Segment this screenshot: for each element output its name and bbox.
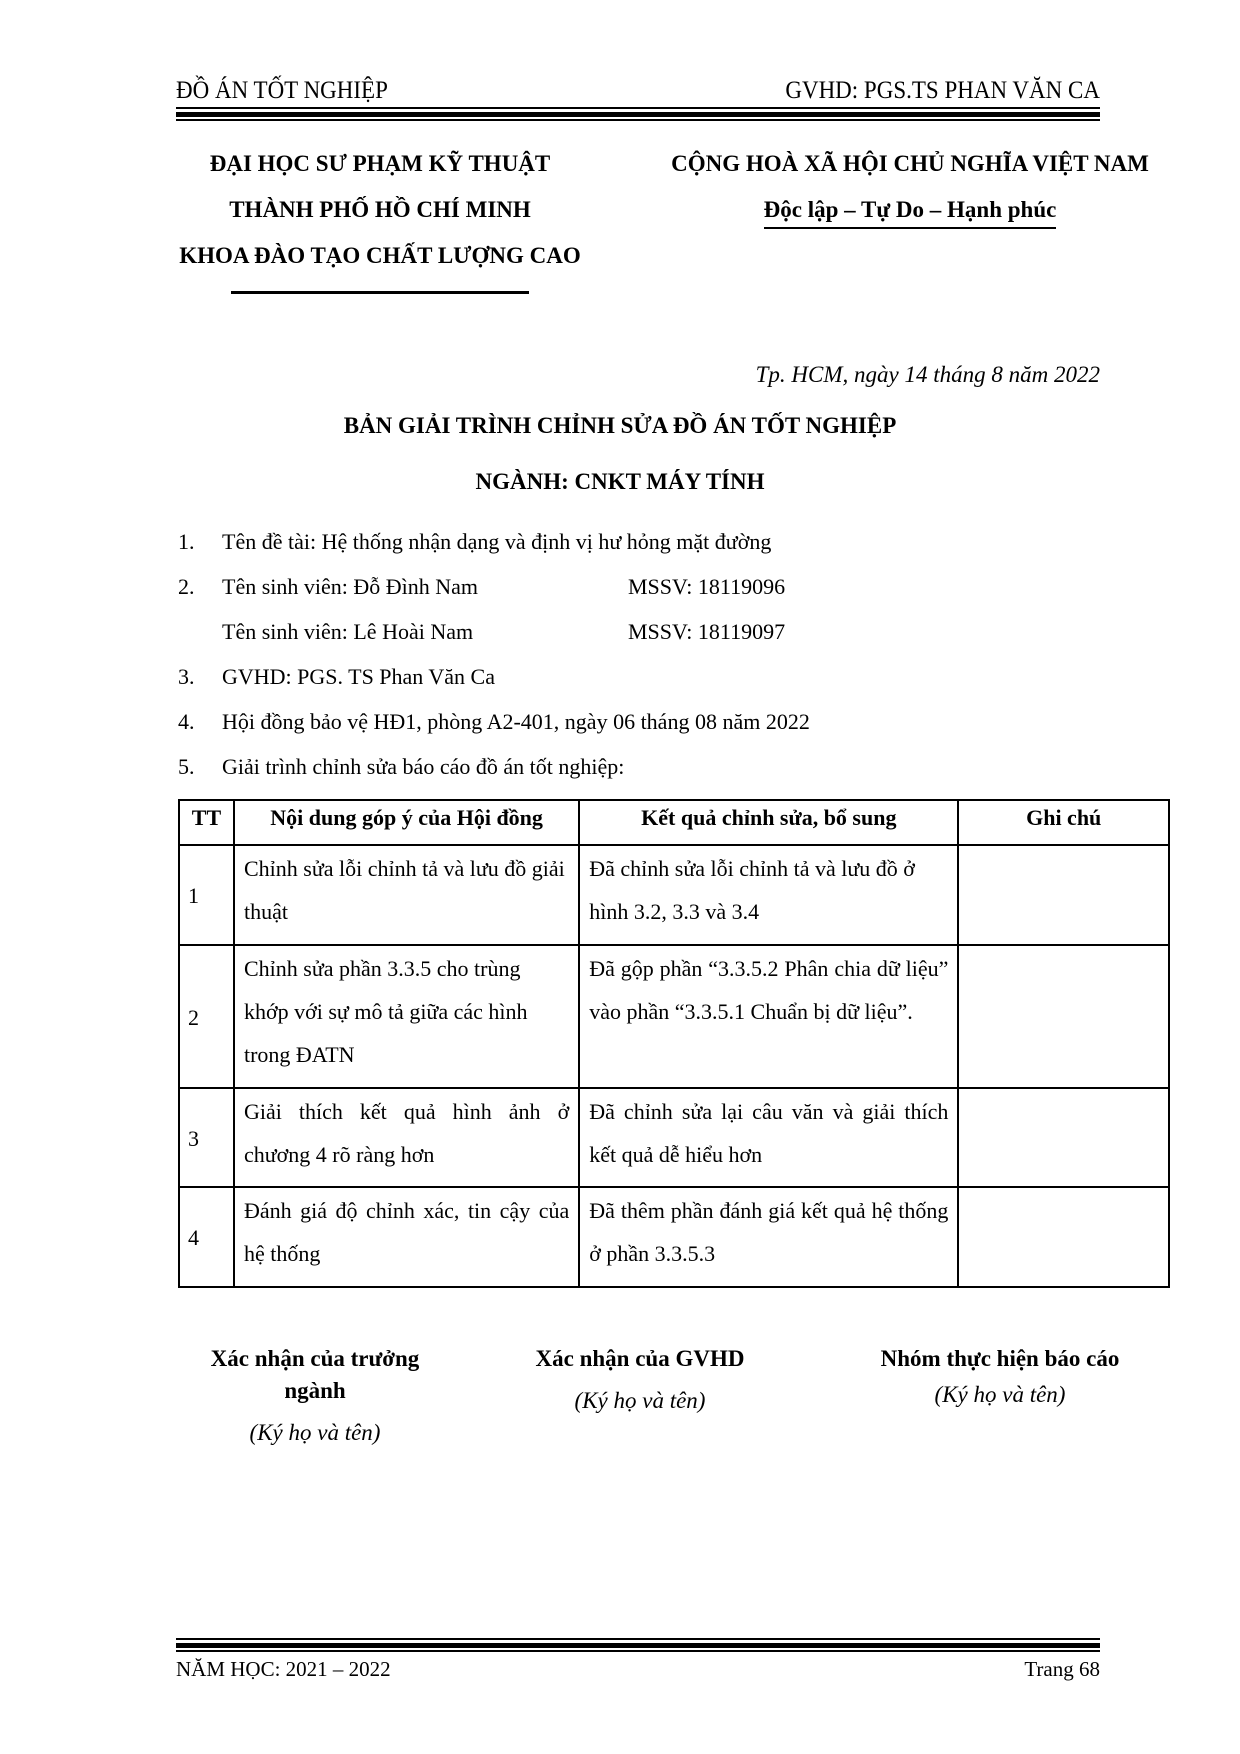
list-item bbox=[178, 527, 1078, 572]
item-text: Hội đồng bảo vệ HĐ1, phòng A2-401, ngày 06 tháng 08 năm 2022 bbox=[222, 709, 810, 734]
university-separator bbox=[231, 291, 529, 294]
table-row bbox=[179, 945, 1169, 1088]
header-result: Kết quả chỉnh sửa, bổ sung bbox=[579, 800, 958, 845]
page-header-left: ĐỒ ÁN TỐT NGHIỆP bbox=[176, 77, 388, 104]
document-subtitle: NGÀNH: CNKT MÁY TÍNH bbox=[475, 469, 765, 494]
signature-title-cont: ngành bbox=[284, 1378, 346, 1403]
cell-result: Đã chỉnh sửa lại câu văn và giải thích kết quả dễ hiểu hơn bbox=[579, 1088, 958, 1187]
signature-hint: (Ký họ và tên) bbox=[934, 1382, 1066, 1407]
cell-note bbox=[958, 1088, 1169, 1187]
signature-hint: (Ký họ và tên) bbox=[574, 1388, 706, 1413]
cell-result: Đã gộp phần “3.3.5.2 Phân chia dữ liệu” vào phần “3.3.5.1 Chuẩn bị dữ liệu”. bbox=[579, 945, 958, 1088]
item-text: Tên sinh viên: Lê Hoài Nam bbox=[222, 619, 474, 644]
header-rule-top bbox=[176, 107, 1100, 109]
page-header-right: GVHD: PGS.TS PHAN VĂN CA bbox=[785, 77, 1100, 104]
list-item bbox=[178, 662, 1078, 707]
cell-tt: 4 bbox=[179, 1187, 234, 1287]
republic-name: CỘNG HOÀ XÃ HỘI CHỦ NGHĨA VIỆT NAM bbox=[671, 151, 1149, 176]
table-row bbox=[179, 845, 1169, 945]
item-text: Tên đề tài: Hệ thống nhận dạng và định vị hư hỏng mặt đường bbox=[222, 529, 772, 554]
list-item bbox=[178, 707, 1078, 752]
cell-note bbox=[958, 845, 1169, 945]
cell-tt: 2 bbox=[179, 945, 234, 1088]
footer-academic-year: NĂM HỌC: 2021 – 2022 bbox=[176, 1657, 391, 1681]
header-tt: TT bbox=[179, 800, 234, 845]
cell-note bbox=[958, 945, 1169, 1088]
republic-block bbox=[640, 141, 1180, 233]
signature-title: Xác nhận của GVHD bbox=[535, 1346, 745, 1371]
header-note: Ghi chú bbox=[958, 800, 1169, 845]
header-rule-middle bbox=[176, 112, 1100, 117]
university-line: KHOA ĐÀO TẠO CHẤT LƯỢNG CAO bbox=[179, 243, 581, 268]
item-number: 4. bbox=[178, 709, 195, 734]
signature-advisor bbox=[500, 1343, 780, 1417]
document-title: BẢN GIẢI TRÌNH CHỈNH SỬA ĐỒ ÁN TỐT NGHIỆP bbox=[343, 413, 897, 438]
header-feedback: Nội dung góp ý của Hội đồng bbox=[234, 800, 579, 845]
item-text: Tên sinh viên: Đỗ Đình Nam bbox=[222, 574, 479, 599]
cell-feedback: Chỉnh sửa phần 3.3.5 cho trùng khớp với sự mô tả giữa các hình trong ĐATN bbox=[234, 945, 579, 1088]
university-line: ĐẠI HỌC SƯ PHẠM KỸ THUẬT bbox=[209, 151, 551, 176]
republic-motto: Độc lập – Tự Do – Hạnh phúc bbox=[764, 193, 1057, 229]
student-id: MSSV: 18119097 bbox=[628, 619, 786, 644]
table-row bbox=[179, 1187, 1169, 1287]
cell-feedback: Đánh giá độ chỉnh xác, tin cậy của hệ thống bbox=[234, 1187, 579, 1287]
signature-title: Nhóm thực hiện báo cáo bbox=[880, 1346, 1120, 1371]
item-number: 3. bbox=[178, 664, 195, 689]
signature-hint: (Ký họ và tên) bbox=[249, 1420, 381, 1445]
student-id: MSSV: 18119096 bbox=[628, 574, 786, 599]
item-number: 5. bbox=[178, 754, 195, 779]
table-header-row bbox=[179, 800, 1169, 845]
footer-rule-bottom bbox=[176, 1650, 1100, 1652]
item-number: 1. bbox=[178, 529, 195, 554]
university-line: THÀNH PHỐ HỒ CHÍ MINH bbox=[229, 197, 531, 222]
university-block bbox=[140, 141, 620, 279]
cell-note bbox=[958, 1187, 1169, 1287]
item-text: Giải trình chỉnh sửa báo cáo đồ án tốt nghiệp: bbox=[222, 754, 625, 779]
list-item bbox=[178, 617, 1078, 662]
cell-tt: 1 bbox=[179, 845, 234, 945]
item-text: GVHD: PGS. TS Phan Văn Ca bbox=[222, 664, 495, 689]
signature-team bbox=[850, 1343, 1150, 1411]
cell-feedback: Giải thích kết quả hình ảnh ở chương 4 rõ ràng hơn bbox=[234, 1088, 579, 1187]
info-list bbox=[178, 527, 1078, 797]
footer-rule-middle bbox=[176, 1643, 1100, 1648]
signature-title: Xác nhận của trưởng bbox=[210, 1346, 420, 1371]
list-item bbox=[178, 572, 1078, 617]
footer-page-number: Trang 68 bbox=[1024, 1657, 1100, 1681]
cell-result: Đã thêm phần đánh giá kết quả hệ thống ở phần 3.3.5.3 bbox=[579, 1187, 958, 1287]
list-item bbox=[178, 752, 1078, 797]
cell-tt: 3 bbox=[179, 1088, 234, 1187]
header-rule-bottom bbox=[176, 119, 1100, 121]
cell-feedback: Chỉnh sửa lỗi chỉnh tả và lưu đồ giải thuật bbox=[234, 845, 579, 945]
signature-department-head bbox=[175, 1343, 455, 1449]
item-number: 2. bbox=[178, 574, 195, 599]
date-line: Tp. HCM, ngày 14 tháng 8 năm 2022 bbox=[755, 362, 1100, 387]
revision-table bbox=[178, 799, 1170, 1288]
table-row bbox=[179, 1088, 1169, 1187]
footer-rule-top bbox=[176, 1638, 1100, 1640]
cell-result: Đã chỉnh sửa lỗi chỉnh tả và lưu đồ ở hình 3.2, 3.3 và 3.4 bbox=[579, 845, 958, 945]
